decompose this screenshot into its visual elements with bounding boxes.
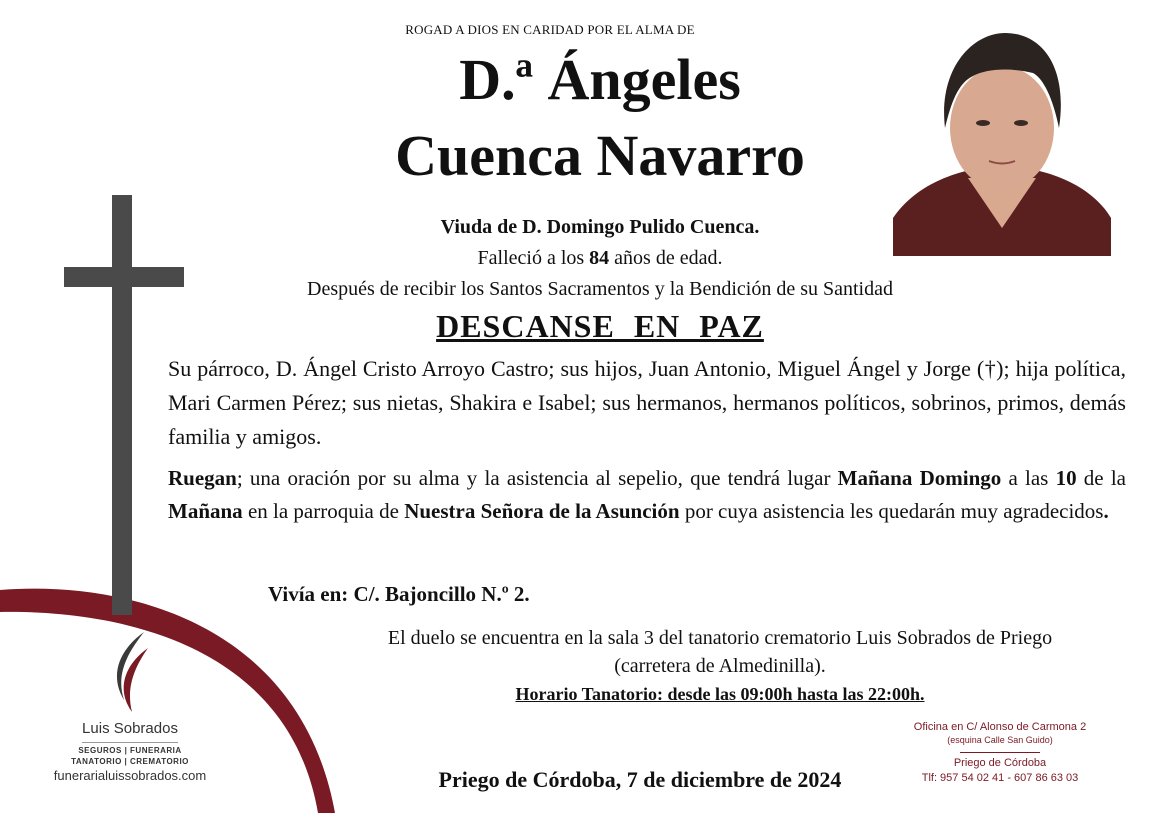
age-line — [300, 247, 900, 270]
office-corner: (esquina Calle San Guido) — [947, 735, 1053, 745]
wake-line1: El duelo se encuentra en la sala 3 del tanatorio crematorio Luis Sobrados de Priego — [387, 627, 1053, 649]
req-text-1: ; una oración por su alma y la asistencia al sepelio, que tendrá lugar — [236, 466, 838, 490]
requests-paragraph — [168, 462, 1126, 528]
req-ruegan: Ruegan — [168, 466, 237, 490]
deceased-photo — [893, 28, 1111, 256]
funeral-home-logo-icon — [104, 630, 154, 715]
wake-line2: (carretera de Almedinilla). — [614, 655, 826, 677]
deceased-name-line2: Cuenca Navarro — [395, 123, 805, 188]
office-phones: Tlf: 957 54 02 41 - 607 86 63 03 — [921, 772, 1079, 784]
office-divider — [960, 752, 1040, 753]
age-value: 84 — [589, 247, 610, 269]
req-period: . — [1103, 499, 1109, 523]
req-day: Mañana Domingo — [837, 466, 1002, 490]
address-line: Vivía en: C/. Bajoncillo N.º 2. — [268, 582, 530, 606]
req-parish: Nuestra Señora de la Asunción — [404, 499, 680, 523]
req-text-5: por cuya asistencia les quedarán muy agradecidos — [679, 499, 1104, 523]
req-text-3: de la — [1076, 466, 1126, 490]
place-and-date: Priego de Córdoba, 7 de diciembre de 2024 — [438, 767, 842, 792]
office-address: Oficina en C/ Alonso de Carmona 2 — [913, 721, 1087, 733]
age-prefix: Falleció a los — [477, 247, 590, 269]
age-suffix: años de edad. — [609, 247, 723, 269]
req-hour: 10 — [1055, 466, 1077, 490]
brand-tagline-2: TANATORIO | CREMATORIO — [71, 757, 189, 766]
brand-name: Luis Sobrados — [82, 720, 178, 737]
brand-tagline-1: SEGUROS | FUNERARIA — [78, 746, 182, 755]
wake-hours: Horario Tanatorio: desde las 09:00h hasta las 22:00h. — [515, 684, 925, 704]
wake-info — [300, 624, 1140, 680]
rest-in-peace-heading: DESCANSE EN PAZ — [436, 308, 764, 344]
deceased-name-line1: D.ª Ángeles — [459, 47, 741, 112]
brand-divider — [82, 742, 178, 743]
req-text-4: en la parroquia de — [242, 499, 405, 523]
widow-of: Viuda de D. Domingo Pulido Cuenca. — [440, 216, 760, 238]
office-town: Priego de Córdoba — [953, 757, 1047, 769]
brand-website-link[interactable]: funerarialuissobrados.com — [53, 768, 207, 783]
family-paragraph: Su párroco, D. Ángel Cristo Arroyo Castro; sus hijos, Juan Antonio, Miguel Ángel y Jorge (†); hija política, Mari Carmen Pérez; sus nietas, Shakira e Isabel; sus hermanos, hermanos políticos, sobrinos, primos, demás familia y amigos. — [168, 356, 1126, 449]
sacraments-line: Después de recibir los Santos Sacramentos y la Bendición de su Santidad — [307, 278, 893, 300]
req-morning: Mañana — [168, 499, 243, 523]
req-text-2: a las — [1001, 466, 1056, 490]
header-intro: ROGAD A DIOS EN CARIDAD POR EL ALMA DE — [405, 22, 695, 37]
